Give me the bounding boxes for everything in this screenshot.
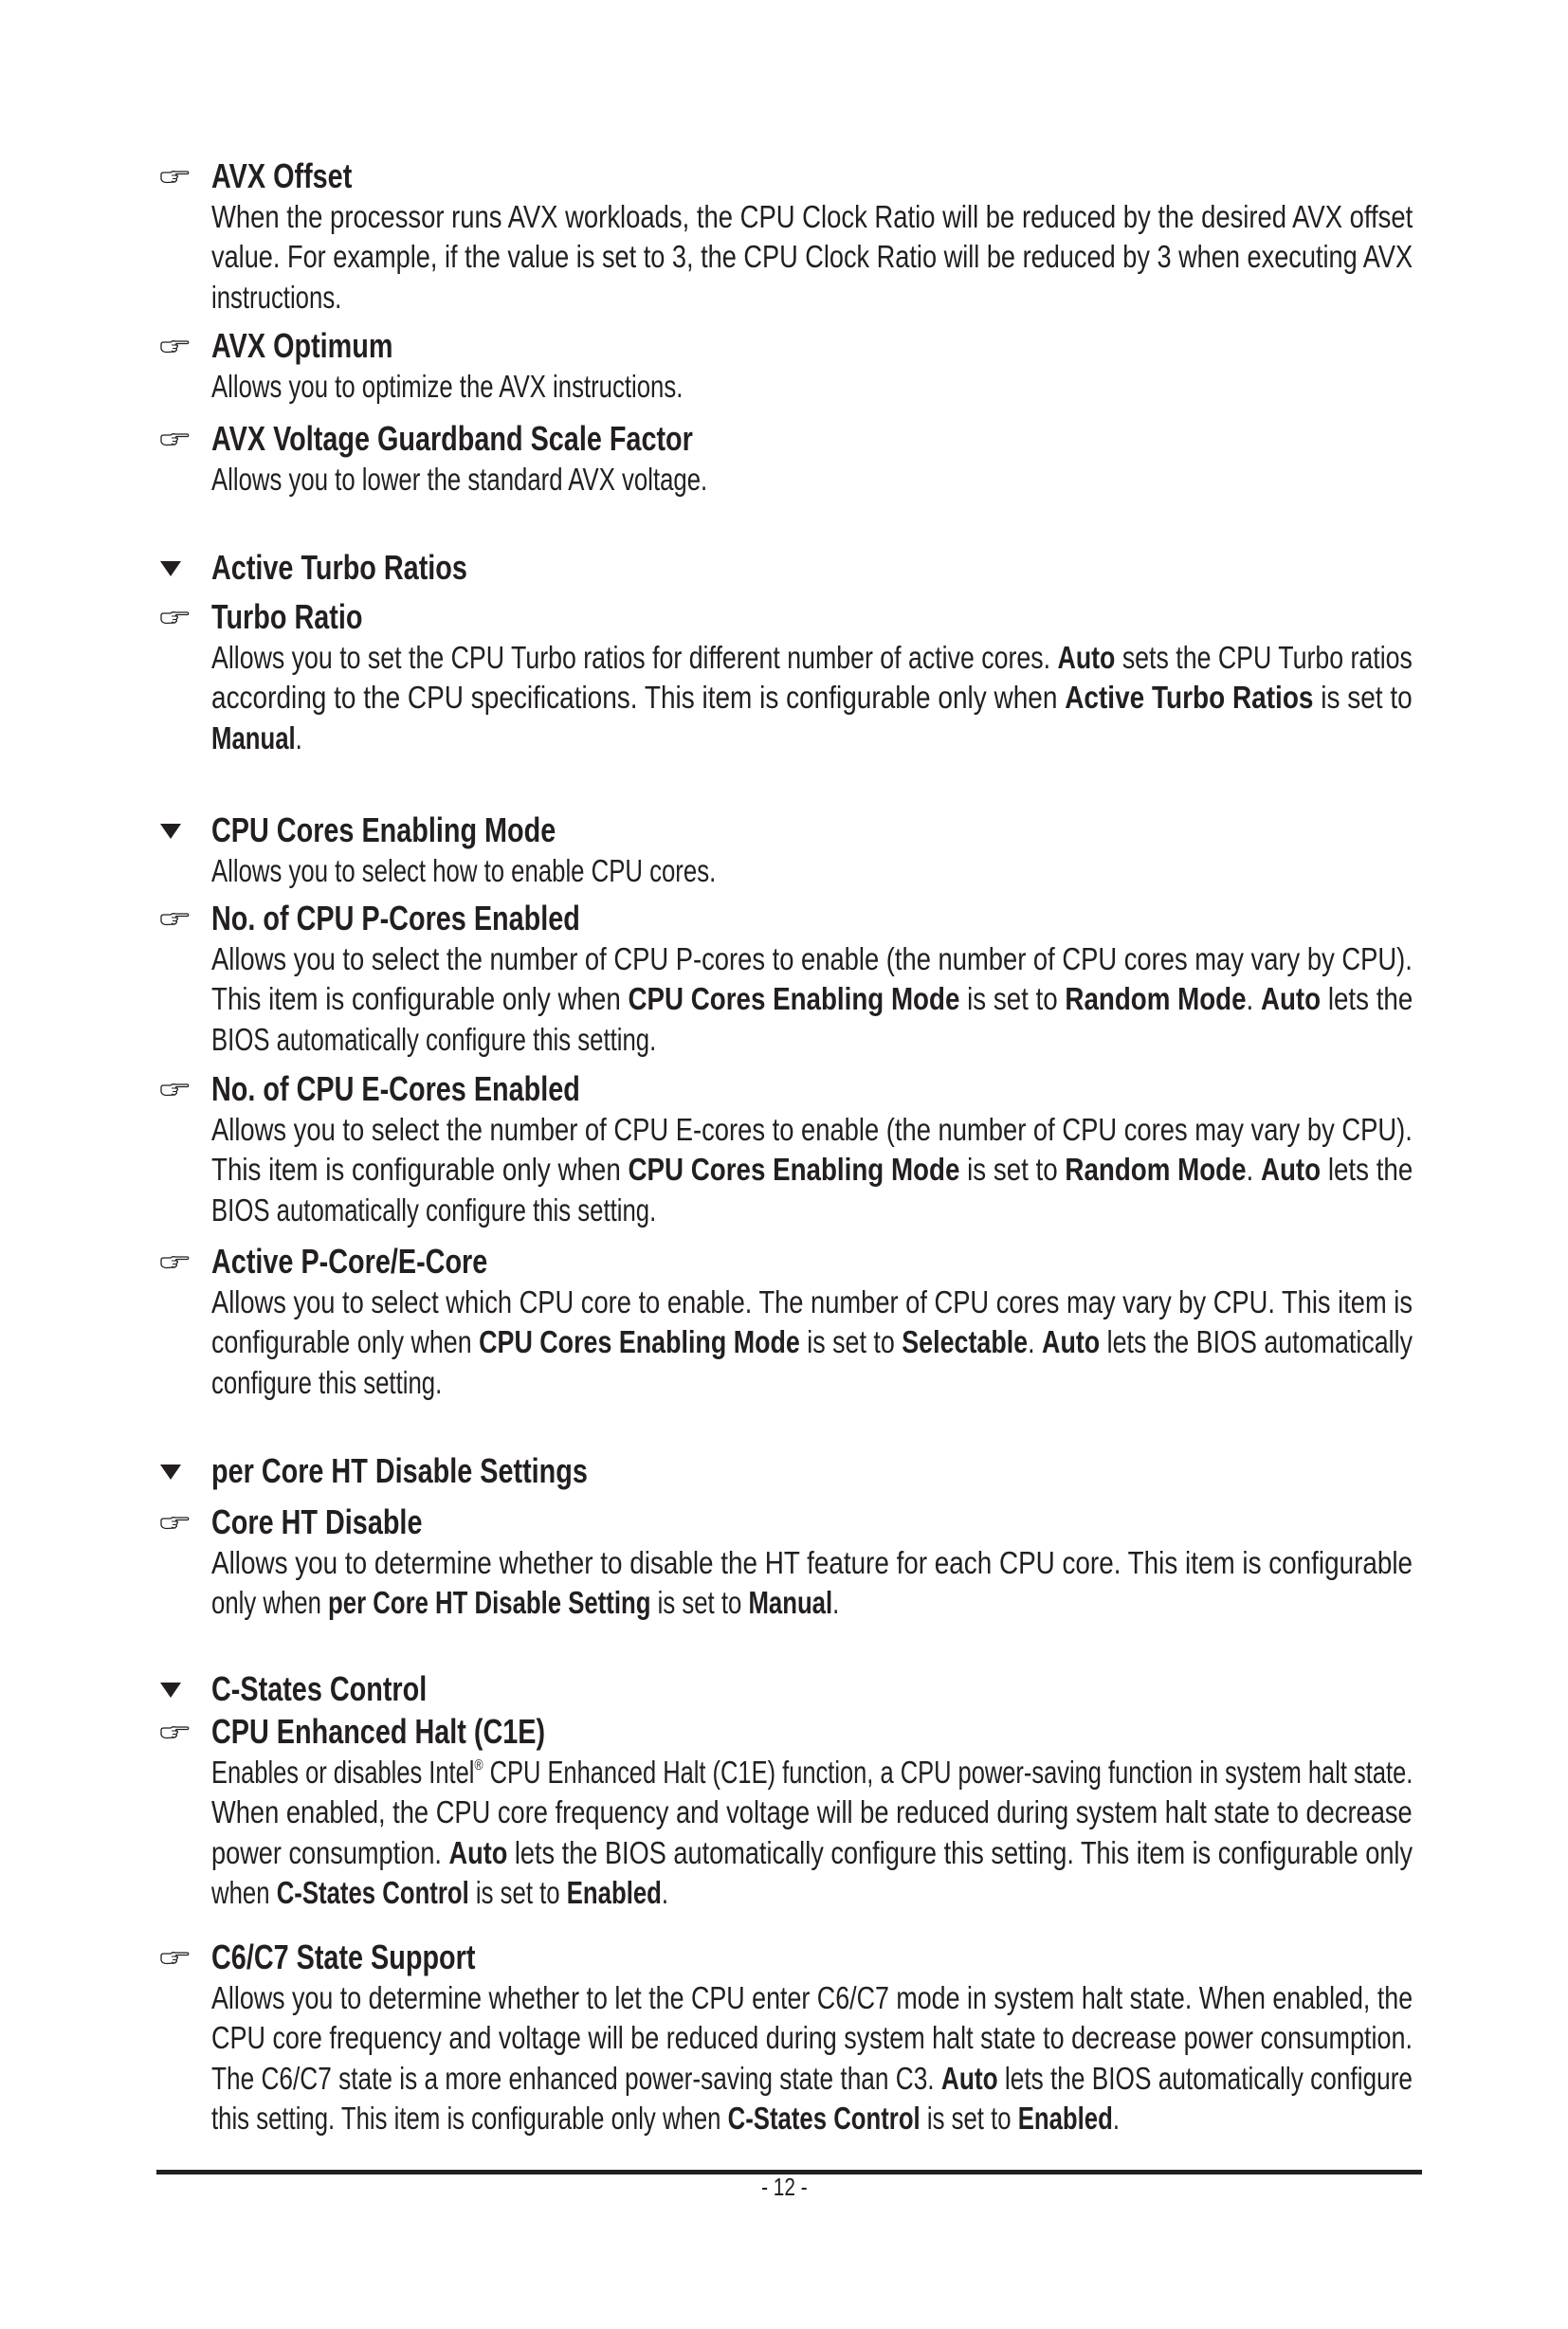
text-run: is set to — [650, 1585, 749, 1620]
bold-term: C-States Control — [276, 1875, 469, 1910]
pointing-hand-icon — [159, 326, 191, 367]
body-line — [211, 1110, 1413, 1151]
entry-title-row — [152, 156, 1422, 197]
text-run: this setting. This item is configurable only when — [211, 2101, 728, 2136]
body-line — [211, 1873, 1413, 1914]
entry — [152, 899, 1422, 1060]
body-line — [211, 2099, 1413, 2139]
triangle-down-icon — [159, 548, 191, 589]
body-line-text — [211, 678, 1413, 719]
body-line-text — [211, 2059, 1413, 2100]
text-run: When the processor runs AVX workloads, the CPU Clock Ratio will be reduced by the desired AVX offset — [211, 198, 1413, 234]
entry-title: No. of CPU E-Cores Enabled — [211, 1069, 580, 1108]
body-line — [211, 1150, 1413, 1191]
pointing-hand-icon — [159, 597, 191, 638]
entry-title-row — [152, 1242, 1422, 1283]
text-run: . — [661, 1875, 669, 1910]
entry — [152, 1938, 1422, 2139]
bold-term: Auto — [1260, 981, 1322, 1016]
entry — [152, 1669, 1422, 1710]
entry-title-row — [152, 1451, 1422, 1492]
text-run: sets the CPU Turbo ratios — [1115, 639, 1413, 675]
bold-term: C-States Control — [727, 2101, 921, 2136]
text-run: Allows you to select the number of CPU E-cores to enable (the number of CPU cores may vary by CPU). — [211, 1111, 1413, 1147]
body-line-text — [211, 1150, 1413, 1191]
body-line-text — [211, 1110, 1413, 1151]
text-run: lets the — [1321, 1152, 1413, 1187]
text-run: value. For example, if the value is set to 3, the CPU Clock Ratio will be reduced by 3 when executing AVX — [211, 239, 1413, 274]
text-run: lets the — [1321, 981, 1413, 1016]
text-run: Allows you to select the number of CPU P-cores to enable (the number of CPU cores may vary by CPU). — [211, 940, 1413, 976]
bold-term: Random Mode — [1065, 981, 1247, 1016]
entry-title-row — [152, 326, 1422, 367]
body-line — [211, 1191, 1413, 1231]
text-run: Allows you to set the CPU Turbo ratios for different number of active cores. — [211, 639, 1058, 675]
body-line-text — [211, 1792, 1413, 1833]
text-run: only when — [211, 1585, 329, 1620]
body-line-text — [211, 460, 707, 500]
pointing-hand-icon — [159, 1938, 191, 1978]
body-line-text — [211, 1363, 442, 1404]
entry — [152, 810, 1422, 891]
entry-title-row — [152, 810, 1422, 851]
text-run: Allows you to determine whether to let the CPU enter C6/C7 mode in system halt state. When enabled, the — [211, 1979, 1413, 2015]
triangle-down-icon — [159, 1451, 191, 1492]
body-line — [211, 2059, 1413, 2100]
text-run: . — [295, 719, 302, 755]
bold-term: Random Mode — [1065, 1152, 1247, 1187]
entry-title-row — [152, 419, 1422, 460]
text-run: BIOS automatically configure this setting. — [211, 1192, 657, 1228]
text-run: configure this setting. — [211, 1364, 443, 1400]
text-run: is set to — [920, 2101, 1018, 2136]
entry-title: Core HT Disable — [211, 1502, 423, 1541]
text-run: . — [1112, 2101, 1120, 2136]
entry-title-row — [152, 548, 1422, 589]
entry-title: Turbo Ratio — [211, 597, 363, 636]
entry-title: per Core HT Disable Settings — [211, 1451, 588, 1490]
entry — [152, 1502, 1422, 1624]
text-run: configurable only when — [211, 1324, 480, 1359]
bold-term: Auto — [1260, 1152, 1322, 1187]
pointing-hand-icon — [159, 419, 191, 460]
page-number-text: - 12 - — [760, 2173, 808, 2201]
bold-term: Active Turbo Ratios — [1065, 680, 1314, 715]
text-run: lets the BIOS automatically configure this setting. This item is configurable only — [507, 1834, 1413, 1870]
body-line-text — [211, 1283, 1413, 1323]
text-run: lets the BIOS automatically — [1100, 1324, 1413, 1359]
body-line — [211, 1543, 1413, 1584]
body-line-text — [211, 1833, 1413, 1874]
text-run: Allows you to optimize the AVX instructions. — [211, 368, 684, 404]
entry-title: Active P-Core/E-Core — [211, 1242, 488, 1281]
body-line — [211, 979, 1413, 1020]
body-line-text — [211, 851, 716, 892]
body-line-text — [211, 2018, 1413, 2059]
pointing-hand-icon — [159, 1242, 191, 1283]
body-line-text — [211, 1322, 1413, 1363]
text-run: when — [211, 1875, 277, 1910]
entry — [152, 326, 1422, 407]
text-run: lets the BIOS automatically configure — [997, 2060, 1413, 2096]
bold-term: Auto — [1042, 1324, 1101, 1359]
bold-term: Enabled — [566, 1875, 662, 1910]
body-line-text — [211, 1020, 656, 1061]
entry-title-row — [152, 1502, 1422, 1543]
body-line — [211, 2018, 1413, 2059]
bold-term: Enabled — [1017, 2101, 1113, 2136]
entry-title: No. of CPU P-Cores Enabled — [211, 899, 580, 937]
body-line — [211, 1020, 1413, 1061]
body-line-text — [211, 2099, 1120, 2139]
bold-term: Auto — [448, 1834, 508, 1870]
body-line-text — [211, 367, 683, 408]
body-line-text — [211, 638, 1413, 679]
entry-title: Active Turbo Ratios — [211, 548, 467, 587]
body-line-text — [211, 278, 341, 318]
text-run: . — [1028, 1324, 1043, 1359]
bold-term: CPU Cores Enabling Mode — [628, 981, 960, 1016]
body-line — [211, 1792, 1413, 1833]
text-run: is set to — [959, 981, 1066, 1016]
bold-term: Auto — [940, 2060, 998, 2096]
body-line — [211, 197, 1413, 238]
entry-title-row — [152, 597, 1422, 638]
text-run: is set to — [468, 1875, 567, 1910]
text-run: Allows you to select how to enable CPU cores. — [211, 852, 717, 888]
body-line — [211, 278, 1413, 318]
entry-title-row — [152, 1938, 1422, 1978]
body-line-text — [211, 1873, 668, 1914]
text-run: CPU Enhanced Halt (C1E) function, a CPU power-saving function in system halt state. — [483, 1754, 1413, 1790]
text-run: The C6/C7 state is a more enhanced power-saving state than C3. — [211, 2060, 941, 2096]
triangle-down-icon — [159, 1669, 191, 1710]
body-line-text — [211, 1583, 839, 1624]
body-line — [211, 851, 1413, 892]
entry-title: AVX Voltage Guardband Scale Factor — [211, 419, 693, 458]
text-run: . — [832, 1585, 840, 1620]
body-line-text — [211, 1543, 1413, 1584]
entry-title: C-States Control — [211, 1669, 428, 1708]
body-line — [211, 1978, 1413, 2019]
text-run: Allows you to lower the standard AVX voltage. — [211, 461, 708, 497]
text-run: is set to — [799, 1324, 903, 1359]
text-run: is set to — [1313, 680, 1413, 715]
body-line-text — [211, 1191, 656, 1231]
body-line — [211, 460, 1413, 500]
bold-term: CPU Cores Enabling Mode — [479, 1324, 800, 1359]
bold-term: per Core HT Disable Setting — [328, 1585, 651, 1620]
text-run: When enabled, the CPU core frequency and voltage will be reduced during system halt state to decrease — [211, 1794, 1413, 1829]
entry — [152, 597, 1422, 758]
body-line-text — [211, 939, 1413, 980]
entry — [152, 548, 1422, 589]
registered-mark: ® — [474, 1756, 483, 1774]
text-run: This item is configurable only when — [211, 981, 629, 1016]
bold-term: Auto — [1057, 639, 1116, 675]
body-line — [211, 638, 1413, 679]
body-line-text — [211, 1978, 1413, 2019]
entry — [152, 1712, 1422, 1914]
body-line — [211, 367, 1413, 408]
entry-title-row — [152, 1712, 1422, 1753]
entry — [152, 419, 1422, 500]
body-line — [211, 1753, 1413, 1793]
text-run: is set to — [959, 1152, 1066, 1187]
text-run: . — [1246, 981, 1261, 1016]
triangle-down-icon — [159, 810, 191, 851]
pointing-hand-icon — [159, 156, 191, 197]
entry-title: CPU Enhanced Halt (C1E) — [211, 1712, 546, 1751]
body-line-text — [211, 237, 1413, 278]
text-run: CPU core frequency and voltage will be reduced during system halt state to decrease power consumption. — [211, 2020, 1413, 2055]
body-line — [211, 678, 1413, 719]
pointing-hand-icon — [159, 1502, 191, 1543]
entry — [152, 1069, 1422, 1230]
body-line-text — [211, 979, 1413, 1020]
text-run: Allows you to select which CPU core to enable. The number of CPU cores may vary by CPU. This item is — [211, 1283, 1413, 1319]
entry-title-row — [152, 1069, 1422, 1110]
bold-term: Selectable — [902, 1324, 1029, 1359]
entry — [152, 1242, 1422, 1403]
text-run: according to the CPU specifications. This item is configurable only when — [211, 680, 1066, 715]
body-line — [211, 1322, 1413, 1363]
body-line-text — [211, 1753, 1413, 1793]
pointing-hand-icon — [159, 899, 191, 939]
text-run: BIOS automatically configure this setting. — [211, 1021, 657, 1057]
pointing-hand-icon — [159, 1712, 191, 1753]
entry-title-row — [152, 899, 1422, 939]
body-line — [211, 719, 1413, 759]
body-line-text — [211, 197, 1413, 238]
text-run: . — [1246, 1152, 1261, 1187]
entry-title: CPU Cores Enabling Mode — [211, 810, 556, 849]
pointing-hand-icon — [159, 1069, 191, 1110]
text-run: power consumption. — [211, 1834, 449, 1870]
entry-title: AVX Offset — [211, 156, 353, 195]
entry — [152, 1451, 1422, 1492]
body-line — [211, 1833, 1413, 1874]
bold-term: Manual — [748, 1585, 833, 1620]
text-run: instructions. — [211, 279, 342, 315]
body-line-text — [211, 719, 302, 759]
text-run: Enables or disables Intel — [211, 1754, 475, 1790]
bold-term: Manual — [211, 719, 296, 755]
entry — [152, 156, 1422, 318]
entry-title: AVX Optimum — [211, 326, 393, 365]
body-line — [211, 1363, 1413, 1404]
text-run: Allows you to determine whether to disable the HT feature for each CPU core. This item is configurable — [211, 1544, 1413, 1580]
body-line — [211, 1283, 1413, 1323]
entry-title-row — [152, 1669, 1422, 1710]
bold-term: CPU Cores Enabling Mode — [628, 1152, 960, 1187]
entry-title: C6/C7 State Support — [211, 1938, 476, 1976]
body-line — [211, 939, 1413, 980]
page-number — [0, 2174, 1568, 2200]
text-run: This item is configurable only when — [211, 1152, 629, 1187]
body-line — [211, 237, 1413, 278]
body-line — [211, 1583, 1413, 1624]
